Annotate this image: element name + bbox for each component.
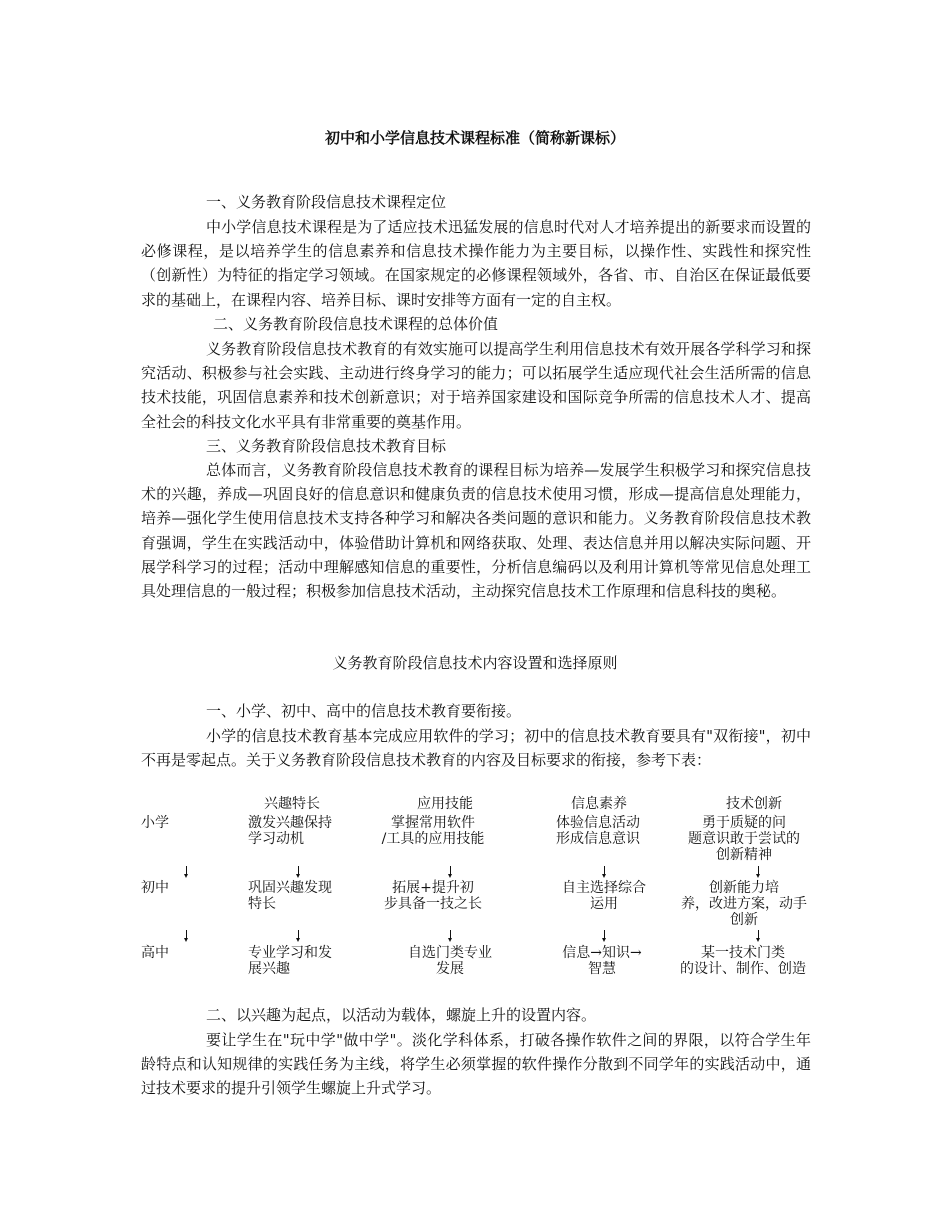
table-header-literacy: 信息素养 [571, 796, 627, 812]
document-title: 初中和小学信息技术课程标准（简称新课标） [324, 129, 625, 147]
table-cell-primary-skills: 掌握常用软件 /工具的应用技能 [381, 815, 485, 847]
table-row-label-primary: 小学 [141, 815, 169, 831]
table-cell-high-skills: 自选门类专业 发展 [408, 945, 492, 977]
section-3-heading: 三、义务教育阶段信息技术教育目标 [206, 437, 447, 455]
table-cell-middle-interest: 巩固兴趣发现 特长 [248, 880, 332, 912]
section-1-heading: 一、义务教育阶段信息技术课程定位 [206, 193, 447, 211]
section-3-body: 总体而言，义务教育阶段信息技术教育的课程目标为培养—发展学生积极学习和探究信息技术的兴趣，养成—巩固良好的信息意识和健康负责的信息技术使用习惯，形成—提高信息处理能力，培养—强化学生使用信息技术支持各种学习和解决各类问题的意识和能力。义务教育阶段信息技术教育强调，学生在实践活动中，体验借助计算机和网络获取、处理、表达信息并用以解决实际问题、开展学科学习的过程；活动中理解感知信息的重要性，分析信息编码以及利用计算机等常见信息处理工具处理信息的一般过程；积极参加信息技术活动，主动探究信息技术工作原理和信息科技的奥秘。 [141, 461, 811, 601]
section-2-body: 义务教育阶段信息技术教育的有效实施可以提高学生利用信息技术有效开展各学科学习和探究活动、积极参与社会实践、主动进行终身学习的能力；可以拓展学生适应现代社会生活所需的信息技术技能，巩固信息素养和技术创新意识；对于培养国家建设和国际竞争所需的信息技术人才、提高全社会的科技文化水平具有非常重要的奠基作用。 [141, 340, 811, 431]
table-row-label-middle: 初中 [141, 880, 169, 896]
table-cell-middle-literacy: 自主选择综合 运用 [562, 880, 646, 912]
principle-2-heading: 二、以兴趣为起点，以活动为载体，螺旋上升的设置内容。 [206, 1006, 597, 1024]
section-1-body: 中小学信息技术课程是为了适应技术迅猛发展的信息时代对人才培养提出的新要求而设置的必修课程，是以培养学生的信息素养和信息技术操作能力为主要目标，以操作性、实践性和探究性（创新性）为特征的指定学习领域。在国家规定的必修课程领域外，各省、市、自治区在保证最低要求的基础上，在课程内容、培养目标、课时安排等方面有一定的自主权。 [141, 218, 811, 309]
table-cell-primary-literacy: 体验信息活动 形成信息意识 [556, 815, 640, 847]
table-header-interest: 兴趣特长 [264, 796, 320, 812]
table-cell-high-interest: 专业学习和发 展兴趣 [248, 945, 332, 977]
principle-1-body: 小学的信息技术教育基本完成应用软件的学习；初中的信息技术教育要具有"双衔接"，初中不再是零起点。关于义务教育阶段信息技术教育的内容及目标要求的衔接，参考下表： [141, 727, 811, 770]
principles-subtitle: 义务教育阶段信息技术内容设置和选择原则 [332, 654, 618, 672]
principle-1-heading: 一、小学、初中、高中的信息技术教育要衔接。 [206, 702, 522, 720]
table-header-skills: 应用技能 [417, 796, 473, 812]
table-cell-primary-interest: 激发兴趣保持 学习动机 [248, 815, 332, 847]
table-header-innovation: 技术创新 [726, 796, 782, 812]
table-cell-middle-innovation: 创新能力培 养，改进方案，动手 创新 [681, 880, 807, 928]
table-cell-high-innovation: 某一技术门类 的设计、制作、创造 [680, 945, 806, 977]
principle-2-body: 要让学生在"玩中学"做中学"。淡化学科体系，打破各操作软件之间的界限，以符合学生年龄特点和认知规律的实践任务为主线，将学生必须掌握的软件操作分散到不同学年的实践活动中，通过技术要求的提升引领学生螺旋上升式学习。 [141, 1031, 811, 1098]
table-row-label-high: 高中 [141, 945, 169, 961]
section-2-heading: 二、义务教育阶段信息技术课程的总体价值 [213, 315, 499, 333]
table-cell-primary-innovation: 勇于质疑的问 题意识敢于尝试的 创新精神 [688, 815, 800, 863]
table-cell-middle-skills: 拓展+提升初 步具备一技之长 [384, 880, 482, 912]
table-cell-high-literacy: 信息→知识→ 智慧 [562, 945, 642, 977]
